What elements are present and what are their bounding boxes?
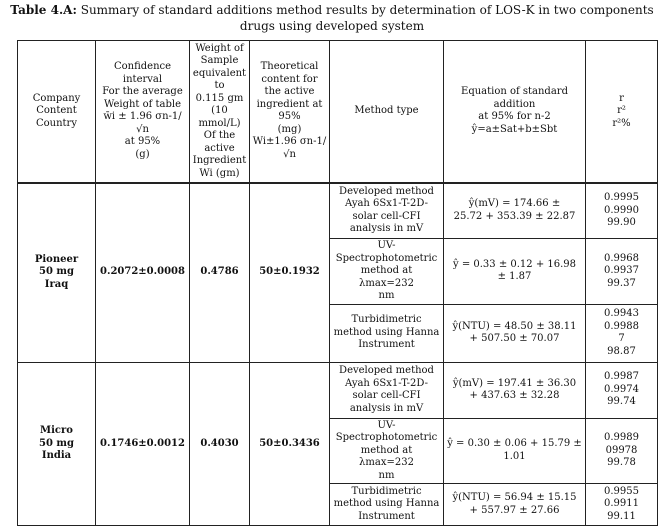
header-theoretical: Theoretical content for the active ingredient at 95% (mg) Wi±1.96 σn-1/ √n	[250, 41, 330, 183]
r-cell: 0.9968 0.9937 99.37	[586, 239, 658, 305]
header-r: r r² r²%	[586, 41, 658, 183]
equation-cell: ŷ = 0.33 ± 0.12 + 16.98 ± 1.87	[444, 239, 586, 305]
theoretical-cell: 50±0.3436	[250, 362, 330, 526]
table-row	[18, 362, 658, 418]
equation-cell: ŷ(NTU) = 48.50 ± 38.11 + 507.50 ± 70.07	[444, 304, 586, 362]
r-cell: 0.9955 0.9911 99.11	[586, 484, 658, 526]
table-row	[18, 183, 658, 239]
theoretical-cell: 50±0.1932	[250, 183, 330, 363]
r-cell: 0.9987 0.9974 99.74	[586, 362, 658, 418]
header-weight: Weight of Sample equivalent to 0.115 gm (10 mmol/L) Of the active Ingredient Wi (gm)	[190, 41, 250, 183]
caption-label: Table 4.A:	[10, 3, 77, 17]
header-row	[18, 41, 658, 183]
method-cell: Developed method Ayah 6Sx1-T-2D- solar cell-CFI analysis in mV	[330, 362, 444, 418]
weight-cell: 0.4030	[190, 362, 250, 526]
header-method: Method type	[330, 41, 444, 183]
company-cell: Micro 50 mg India	[18, 362, 96, 526]
method-cell: UV- Spectrophotometric method at λmax=232 nm	[330, 239, 444, 305]
equation-cell: ŷ(mV) = 197.41 ± 36.30 + 437.63 ± 32.28	[444, 362, 586, 418]
header-confidence: Confidence interval For the average Weight of table w̄i ± 1.96 σn-1/ √n at 95% (g)	[96, 41, 190, 183]
results-table	[17, 40, 658, 526]
ci-cell: 0.2072±0.0008	[96, 183, 190, 363]
equation-cell: ŷ(mV) = 174.66 ± 25.72 + 353.39 ± 22.87	[444, 183, 586, 239]
method-cell: UV- Spectrophotometric method at λmax=232 nm	[330, 418, 444, 484]
weight-cell: 0.4786	[190, 183, 250, 363]
method-cell: Developed method Ayah 6Sx1-T-2D- solar cell-CFI analysis in mV	[330, 183, 444, 239]
r-cell: 0.9995 0.9990 99.90	[586, 183, 658, 239]
header-equation: Equation of standard addition at 95% for n-2 ŷ=a±Sat+b±Sbt	[444, 41, 586, 183]
header-company: Company Content Country	[18, 41, 96, 183]
table-caption	[0, 2, 664, 34]
company-cell: Pioneer 50 mg Iraq	[18, 183, 96, 363]
method-cell: Turbidimetric method using Hanna Instrument	[330, 484, 444, 526]
caption-text: Summary of standard additions method results by determination of LOS-K in two components drugs using developed system	[80, 3, 654, 33]
r-cell: 0.9943 0.9988 7 98.87	[586, 304, 658, 362]
method-cell: Turbidimetric method using Hanna Instrument	[330, 304, 444, 362]
r-cell: 0.9989 09978 99.78	[586, 418, 658, 484]
equation-cell: ŷ = 0.30 ± 0.06 + 15.79 ± 1.01	[444, 418, 586, 484]
ci-cell: 0.1746±0.0012	[96, 362, 190, 526]
equation-cell: ŷ(NTU) = 56.94 ± 15.15 + 557.97 ± 27.66	[444, 484, 586, 526]
